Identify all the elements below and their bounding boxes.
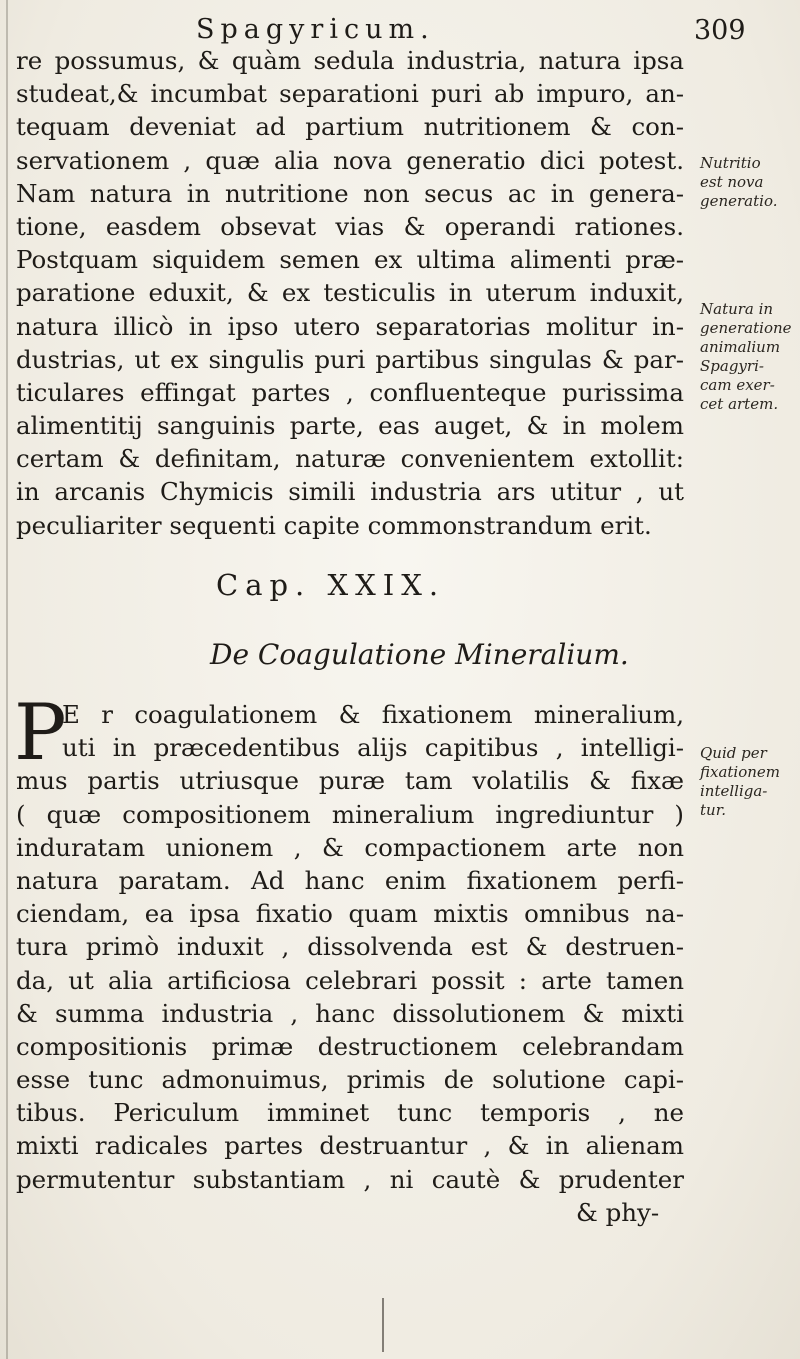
paragraph-2 (14, 688, 684, 1229)
text-line: natura illicò in ipso utero separatorias molitur in- (16, 311, 684, 341)
text-line: studeat,& incumbat separationi puri ab impuro, an- (16, 79, 684, 109)
margin-note-line: animalium (700, 338, 781, 356)
text-line: tibus. Periculum imminet tunc temporis , ne (16, 1098, 684, 1128)
margin-note-line: fixationem (700, 763, 781, 781)
text-line: re possumus, & quàm sedula industria, natura ipsa (16, 46, 684, 75)
drop-cap: P (14, 688, 67, 778)
page-number: 309 (694, 15, 746, 46)
catchword-line: & phy- (576, 1197, 660, 1227)
text-line: permutentur substantiam , ni cautè & prudenter (16, 1164, 684, 1194)
text-line: ciendam, ea ipsa fixatio quam mixtis omnibus na- (16, 899, 684, 929)
margin-note-line: generatione (700, 319, 792, 337)
text-line: esse tunc admonuimus, primis de solutione capi- (16, 1065, 684, 1095)
text-line: uti in præcedentibus alijs capitibus , intelligi- (62, 733, 684, 763)
margin-note-line: est nova (700, 173, 764, 191)
text-line: tequam deveniat ad partium nutritionem & con- (16, 112, 684, 142)
text-line: mus partis utriusque puræ tam volatilis & fixæ (16, 766, 684, 796)
margin-note-line: tur. (700, 801, 726, 819)
page-edge (6, 0, 8, 1359)
margin-note-line: Spagyri- (700, 357, 764, 375)
text-line: & summa industria , hanc dissolutionem & mixti (16, 998, 684, 1028)
margin-note-line: Nutritio (700, 154, 761, 172)
text-line: induratam unionem , & compactionem arte non (16, 832, 684, 862)
margin-note-line: Natura in (700, 300, 774, 318)
text-line: E r coagulationem & fixationem mineralium, (62, 700, 684, 729)
chapter-heading: Cap. XXIX. (216, 568, 446, 602)
text-line: dustrias, ut ex singulis puri partibus singulas & par- (16, 344, 684, 374)
margin-note-line: intelliga- (700, 782, 768, 800)
text-line: compositionis primæ destructionem celebrandam (16, 1031, 684, 1061)
margin-note-line: cam exer- (700, 376, 775, 394)
text-line: alimentitij sanguinis parte, eas auget, & in molem (16, 411, 684, 441)
paragraph-1 (16, 44, 684, 542)
text-line: ( quæ compositionem mineralium ingrediuntur ) (16, 799, 684, 829)
text-line: tione, easdem obsevat vias & operandi rationes. (16, 211, 684, 241)
running-title: Spagyricum. (196, 14, 435, 45)
margin-note-fixatio (700, 744, 796, 820)
page-mark (374, 1298, 384, 1352)
text-line: natura paratam. Ad hanc enim fixationem perfi- (16, 865, 684, 895)
margin-note-line: generatio. (700, 192, 778, 210)
text-line: mixti radicales partes destruantur , & in alienam (16, 1131, 684, 1161)
text-line: Nam natura in nutritione non secus ac in genera- (16, 178, 684, 208)
text-line: servationem , quæ alia nova generatio dici potest. (16, 145, 684, 175)
margin-note-line: cet artem. (700, 395, 779, 413)
text-line: certam & definitam, naturæ convenientem extollit: (16, 444, 684, 474)
margin-note-natura (700, 300, 796, 414)
text-line: tura primò induxit , dissolvenda est & destruen- (16, 932, 684, 962)
chapter-title: De Coagulatione Mineralium. (210, 638, 629, 671)
text-line: ticulares effingat partes , confluenteque purissima (16, 377, 684, 407)
text-line: paratione eduxit, & ex testiculis in uterum induxit, (16, 278, 684, 308)
margin-note-nutritio (700, 154, 796, 211)
text-line: in arcanis Chymicis simili industria ars utitur , ut (16, 477, 684, 507)
margin-note-line: Quid per (700, 744, 767, 762)
text-line: peculiariter sequenti capite commonstrandum erit. (16, 510, 652, 540)
text-line: da, ut alia artificiosa celebrari possit : arte tamen (16, 965, 684, 995)
text-line: Postquam siquidem semen ex ultima alimenti præ- (16, 245, 684, 275)
